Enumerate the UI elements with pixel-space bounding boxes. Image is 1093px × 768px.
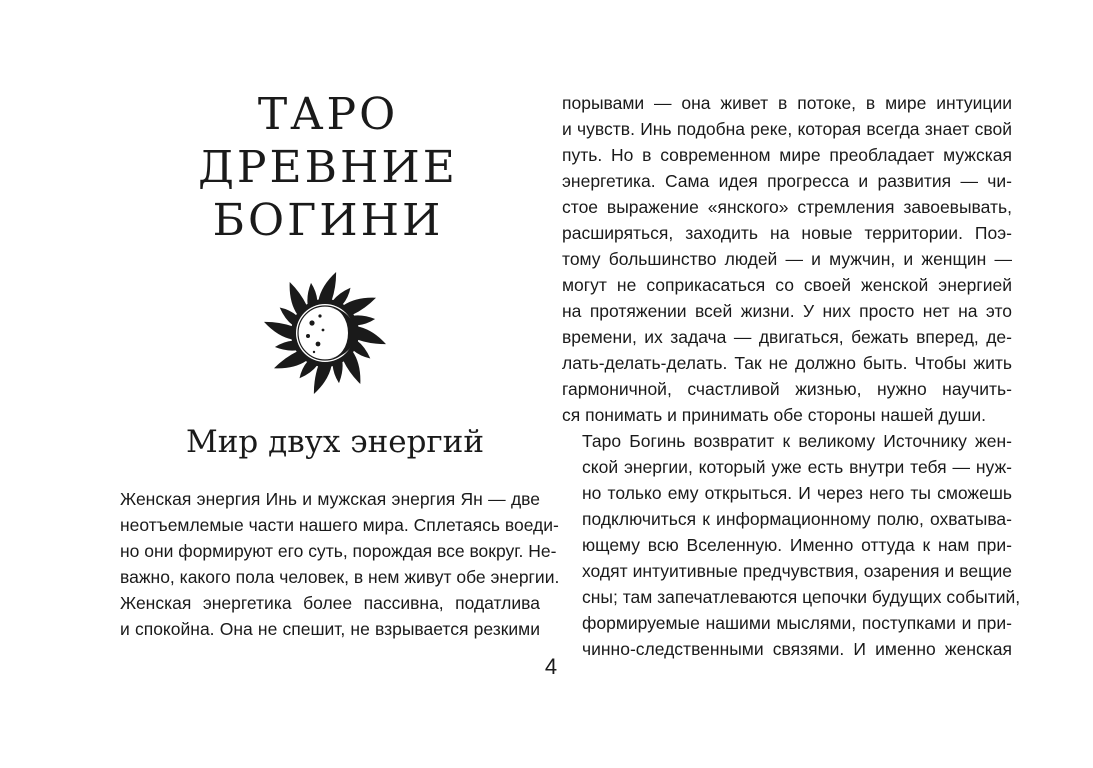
text-line: тому большинство людей — и мужчин, и женщин — [562, 249, 1012, 269]
text-line: лать-делать-делать. Так не должно быть. Чтобы жить [562, 353, 1012, 373]
text-line: чинно-следственными связями. И именно женская [582, 639, 1012, 659]
sun-moon-icon [260, 268, 390, 398]
title-line: ДРЕВНИЕ [198, 142, 458, 193]
text-line: энергетика. Сама идея прогресса и развития — чи- [562, 171, 1012, 191]
text-line: но только ему открыться. И через него ты сможешь [582, 483, 1012, 503]
right-column [562, 90, 1021, 662]
text-line: времени, их задача — двигаться, бежать вперед, де- [562, 327, 1012, 347]
text-line: Таро Богинь возвратит к великому Источнику жен- [582, 431, 1012, 451]
text-line: неотъемлемые части нашего мира. Сплетаясь воеди- [120, 515, 559, 535]
title-line: БОГИНИ [212, 195, 444, 246]
paragraph [562, 90, 1012, 428]
text-line: расширяться, заходить на новые территории. Поэ- [562, 223, 1012, 243]
text-line: ющему всю Вселенную. Именно оттуда к нам при- [582, 535, 1012, 555]
paragraph [100, 590, 540, 642]
left-column [100, 486, 560, 642]
text-line: и спокойна. Она не спешит, не взрывается резкими [120, 619, 540, 639]
text-line: ся понимать и принимать обе стороны нашей души. [562, 405, 987, 425]
section-heading: Мир двух энергий [186, 424, 484, 460]
text-line: порывами — она живет в потоке, в мире интуиции [562, 93, 1012, 113]
text-line: Женская энергетика более пассивна, податлива [120, 593, 540, 613]
text-line: сны; там запечатлеваются цепочки будущих событий, [582, 587, 1021, 607]
page-number: 4 [544, 654, 558, 679]
book-title [108, 88, 548, 247]
text-line: могут не соприкасаться со своей женской энергией [562, 275, 1012, 295]
text-line: стое выражение «янского» стремления завоевывать, [562, 197, 1012, 217]
text-line: формируемые нашими мыслями, поступками и при- [582, 613, 1012, 633]
paragraph [100, 486, 560, 590]
text-line: путь. Но в современном мире преобладает мужская [562, 145, 1012, 165]
text-line: гармоничной, счастливой жизнью, нужно научить- [562, 379, 1012, 399]
text-line: Женская энергия Инь и мужская энергия Ян — две [120, 489, 540, 509]
text-line: но они формируют его суть, порождая все вокруг. Не- [120, 541, 557, 561]
paragraph [562, 428, 1021, 662]
text-line: важно, какого пола человек, в нем живут обе энергии. [120, 567, 560, 587]
title-line: ТАРО [257, 89, 399, 140]
text-line: на протяжении всей жизни. У них просто нет на это [562, 301, 1012, 321]
text-line: подключиться к информационному полю, охватыва- [582, 509, 1012, 529]
text-line: ходят интуитивные предчувствия, озарения и вещие [582, 561, 1012, 581]
text-line: ской энергии, который уже есть внутри тебя — нуж- [582, 457, 1012, 477]
text-line: и чувств. Инь подобна реке, которая всегда знает свой [562, 119, 1012, 139]
